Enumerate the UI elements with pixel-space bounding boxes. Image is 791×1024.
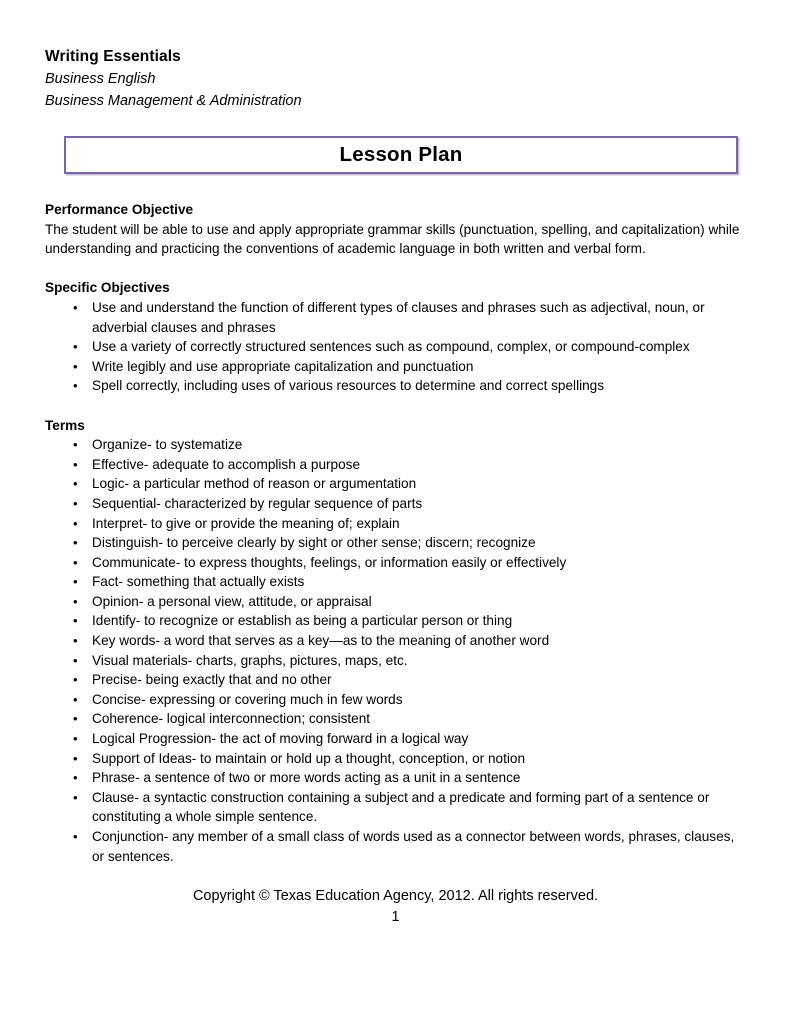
performance-objective-heading: Performance Objective (45, 202, 194, 217)
section-specific-objectives (45, 278, 748, 396)
list-item: • Fact- something that actually exists (45, 572, 748, 592)
terms-list (45, 435, 748, 866)
footer-page-number: 1 (391, 909, 400, 925)
lesson-plan-banner-title: Lesson Plan (339, 143, 463, 166)
document-header (45, 46, 745, 112)
section-terms (45, 416, 748, 867)
list-item: • Support of Ideas- to maintain or hold up a thought, conception, or notion (45, 749, 748, 769)
lesson-plan-banner (64, 136, 738, 174)
document-subtitle-course: Business English (45, 71, 156, 87)
list-item: • Effective- adequate to accomplish a purpose (45, 455, 748, 475)
section-spacer (45, 259, 748, 279)
performance-objective-body: The student will be able to use and apply appropriate grammar skills (punctuation, spelling, and capitalization) while understanding and practicing the conventions of academic language in both written and verbal form. (45, 221, 740, 257)
list-item: • Use a variety of correctly structured sentences such as compound, complex, or compound-complex (45, 337, 748, 357)
list-item: • Spell correctly, including uses of various resources to determine and correct spellings (45, 376, 748, 396)
list-item: • Clause- a syntactic construction containing a subject and a predicate and forming part of a sentence or constituting a whole simple sentence. (45, 788, 748, 827)
list-item: • Logic- a particular method of reason or argumentation (45, 474, 748, 494)
document-subtitle-cluster: Business Management & Administration (45, 93, 302, 109)
specific-objectives-list (45, 298, 748, 396)
list-item: • Key words- a word that serves as a key—as to the meaning of another word (45, 631, 748, 651)
list-item: • Interpret- to give or provide the meaning of; explain (45, 514, 748, 534)
list-item: • Use and understand the function of different types of clauses and phrases such as adjectival, noun, or adverbial clauses and phrases (45, 298, 748, 337)
section-performance-objective (45, 200, 748, 259)
footer-copyright: Copyright © Texas Education Agency, 2012. All rights reserved. (192, 888, 599, 904)
list-item: • Communicate- to express thoughts, feelings, or information easily or effectively (45, 553, 748, 573)
list-item: • Visual materials- charts, graphs, pictures, maps, etc. (45, 651, 748, 671)
list-item: • Write legibly and use appropriate capitalization and punctuation (45, 357, 748, 377)
list-item: • Coherence- logical interconnection; consistent (45, 709, 748, 729)
terms-heading: Terms (45, 417, 85, 433)
list-item: • Sequential- characterized by regular sequence of parts (45, 494, 748, 514)
specific-objectives-heading: Specific Objectives (45, 280, 170, 296)
list-item: • Distinguish- to perceive clearly by sight or other sense; discern; recognize (45, 533, 748, 553)
list-item: • Phrase- a sentence of two or more words acting as a unit in a sentence (45, 768, 748, 788)
list-item: • Logical Progression- the act of moving forward in a logical way (45, 729, 748, 749)
document-body (45, 200, 748, 866)
section-spacer (45, 396, 748, 416)
list-item: • Opinion- a personal view, attitude, or appraisal (45, 592, 748, 612)
list-item: • Precise- being exactly that and no other (45, 670, 748, 690)
list-item: • Conjunction- any member of a small class of words used as a connector between words, phrases, clauses, or sentences. (45, 827, 748, 866)
document-title: Writing Essentials (45, 48, 181, 65)
list-item: • Organize- to systematize (45, 435, 748, 455)
list-item: • Concise- expressing or covering much in few words (45, 690, 748, 710)
list-item: • Identify- to recognize or establish as being a particular person or thing (45, 611, 748, 631)
